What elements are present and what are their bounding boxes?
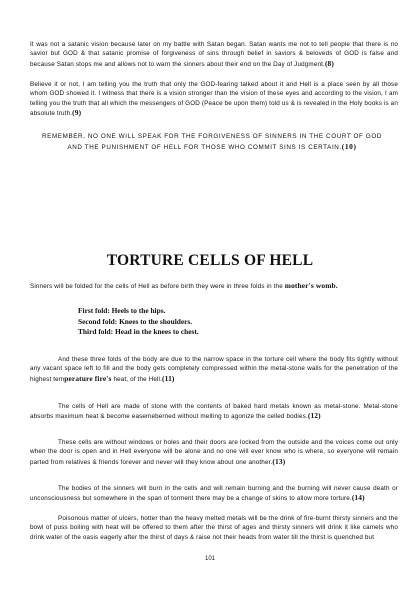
paragraph-text: Believe it or not, I am telling you the truth that only the GOD-fearing talked about it and Hell is a place seen by all those whom GOD showed it. I witness that there is a vision stronger than the vision of these eyes and according to the vision, I am telling you the truth that all which the messengers of GOD (Peace be upon them) told us & is revealed in the Holy books is an absolute truth. bbox=[30, 81, 398, 118]
paragraph-text: And these three folds of the body are due to the narrow space in the torture cell where the body fits tightly without any vacant space left to fill and the body gets completely compressed within the metal-stone walls for the penetration of the highest tem bbox=[30, 356, 398, 383]
paragraph-text: It was not a satanic vision because later on my battle with Satan began. Satan wants me not to tell people that there is no savior but GOD & that satanic promise of forgiveness of sins through belief in saviors & beloveds of GOD is false and because Satan stops me and allows not to warn the sinners about their end on the Day of Judgment. bbox=[30, 41, 398, 68]
reference-number: (13) bbox=[272, 456, 286, 466]
paragraph-text: The cells of Hell are made of stone with the contents of baked hard metals known as metal-stone. Metal-stone absorbs maximum heat & become easemeberned without melting to agonize the celled bodies. bbox=[30, 403, 398, 421]
paragraph-three-folds bbox=[30, 355, 398, 384]
reference-number: (8) bbox=[324, 58, 335, 68]
folds-list bbox=[78, 306, 199, 338]
paragraph-text: The bodies of the sinners will burn in the cells and will remain burning and the burning will never cause death or unconsciousness but somewhere in the span of torment there may be a change of skins to allow more torture. bbox=[30, 485, 398, 503]
reference-number: (12) bbox=[307, 411, 321, 421]
section-heading: TORTURE CELLS OF HELL bbox=[106, 252, 314, 269]
page-number: 101 bbox=[204, 556, 215, 562]
paragraph-text: REMEMBER, NO ONE WILL SPEAK FOR THE FORGIVENESS OF SINNERS IN THE COURT OF GOD AND THE PUNISHMENT OF HELL FOR THOSE WHO COMMIT SINS IS CERTAIN. bbox=[42, 133, 382, 152]
reference-number: (9) bbox=[72, 108, 82, 118]
intro-bold: mother's womb. bbox=[284, 281, 338, 290]
paragraph-intro bbox=[30, 281, 398, 291]
paragraph-text: heat, of the Hell. bbox=[113, 375, 163, 383]
paragraph-text: Poisonous matter of ulcers, hotter than the heavy melted metals will be the drink of fire-burnt thirsty sinners and the bowl of puss boiling with heat will be offered to them after the thirst of ages and thirsty sinners will drink it like camels who drink water of the oasis eagerly after the thirst of days & raise not their heads from water till the thirst is quenched but bbox=[30, 515, 398, 541]
fold-item: First fold: Heels to the hips. bbox=[78, 306, 166, 315]
reference-number: (11) bbox=[162, 373, 175, 383]
paragraph-cells-doors bbox=[30, 438, 398, 467]
paragraph-remember bbox=[36, 132, 388, 153]
intro-text: Sinners will be folded for the cells of Hell as before birth they were in three folds in the bbox=[30, 283, 283, 290]
paragraph-satanic-vision bbox=[30, 40, 398, 69]
paragraph-burning bbox=[30, 484, 398, 504]
fold-item: Third fold: Head in the knees to chest. bbox=[78, 327, 199, 337]
reference-number: (10) bbox=[341, 142, 357, 152]
paragraph-believe bbox=[30, 80, 398, 119]
paragraph-poisonous bbox=[30, 514, 398, 542]
bold-phrase: perature fire's bbox=[64, 373, 112, 383]
reference-number: (14) bbox=[351, 493, 365, 503]
paragraph-text: These cells are without windows or holes and their doors are locked from the outside and the voices come out only when the door is open and in Hell everyone will be alone and no one will ever know who is where, so everyone will remain parted from relatives & friends forever and never will they know about one another. bbox=[30, 439, 398, 466]
paragraph-metal-stone bbox=[30, 402, 398, 422]
fold-item: Second fold: Knees to the shoulders. bbox=[78, 316, 193, 326]
